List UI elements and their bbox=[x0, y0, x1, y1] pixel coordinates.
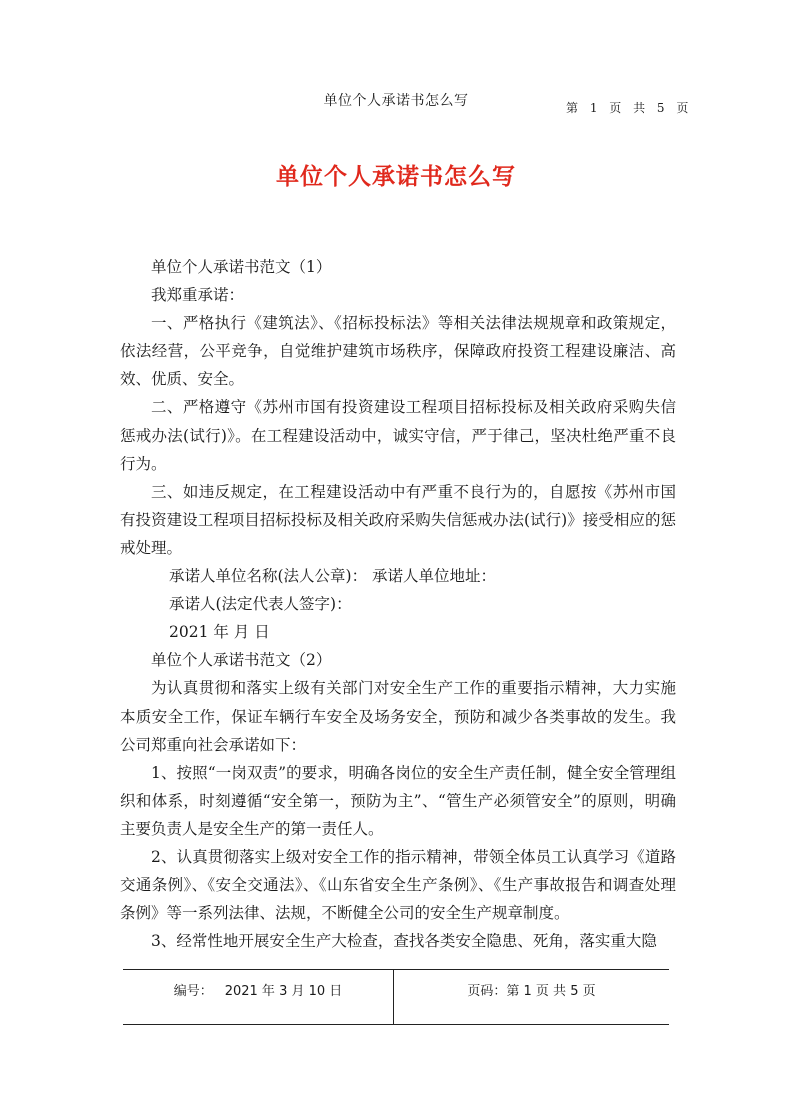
paragraph-pledge-intro: 我郑重承诺： bbox=[151, 286, 245, 305]
paragraph-safety-item-3: 3、经常性地开展安全生产大检查，查找各类安全隐患、死角，落实重大隐 bbox=[151, 932, 657, 951]
paragraph-safety-item-1: 1、按照“一岗双责”的要求，明确各岗位的安全生产责任制，健全安全管理组织和体系，时刻遵循“安全第一，预防为主”、“管生产必须管安全”的原则，明确主要负责人是安全生产的第一责任人。 bbox=[120, 763, 676, 838]
paragraph-safety-intro: 为认真贯彻和落实上级有关部门对安全生产工作的重要指示精神，大力实施本质安全工作，保证车辆行车安全及场务安全，预防和减少各类事故的发生。我公司郑重向社会承诺如下： bbox=[120, 679, 676, 754]
paragraph-sample-1-heading: 单位个人承诺书范文（1） bbox=[151, 258, 332, 276]
paragraph-signatory-unit: 承诺人单位名称(法人公章)： 承诺人单位地址： bbox=[169, 567, 497, 586]
paragraph-safety-item-2: 2、认真贯彻落实上级对安全工作的指示精神，带领全体员工认真学习《道路交通条例》、《安全交通法》、《山东省安全生产条例》、《生产事故报告和调查处理条例》等一系列法律、法规，不断健全公司的安全生产规章制度。 bbox=[120, 847, 676, 923]
page-header-title: 单位个人承诺书怎么写 bbox=[323, 93, 469, 109]
paragraph-signatory-person: 承诺人(法定代表人签字)： bbox=[169, 595, 352, 614]
paragraph-clause-3: 三、如违反规定，在工程建设活动中有严重不良行为的，自愿按《苏州市国有投资建设工程项目招标投标及相关政府采购失信惩戒办法(试行)》接受相应的惩戒处理。 bbox=[120, 482, 676, 557]
document-title: 单位个人承诺书怎么写 bbox=[276, 164, 516, 190]
footer-number-value: 2021 年 3 月 10 日 bbox=[224, 984, 343, 999]
document-body bbox=[120, 253, 676, 955]
footer-number-label: 编号： bbox=[173, 984, 213, 999]
paragraph-clause-2: 二、严格遵守《苏州市国有投资建设工程项目招标投标及相关政府采购失信惩戒办法(试行)》。在工程建设活动中，诚实守信，严于律己，坚决杜绝严重不良行为。 bbox=[120, 398, 676, 473]
footer-page-cell bbox=[394, 970, 669, 1024]
paragraph-sample-2-heading: 单位个人承诺书范文（2） bbox=[151, 651, 332, 670]
page-footer bbox=[123, 969, 669, 1025]
page-header-page-info: 第 1 页 共 5 页 bbox=[566, 101, 693, 115]
paragraph-clause-1: 一、严格执行《建筑法》、《招标投标法》等相关法律法规规章和政策规定，依法经营，公平竞争，自觉维护建筑市场秩序，保障政府投资工程建设廉洁、高效、优质、安全。 bbox=[120, 314, 676, 389]
footer-page-label: 页码： bbox=[467, 984, 507, 999]
footer-number-cell bbox=[123, 970, 394, 1024]
paragraph-date: 2021 年 月 日 bbox=[169, 623, 270, 642]
footer-page-value: 第 1 页 共 5 页 bbox=[506, 984, 596, 999]
